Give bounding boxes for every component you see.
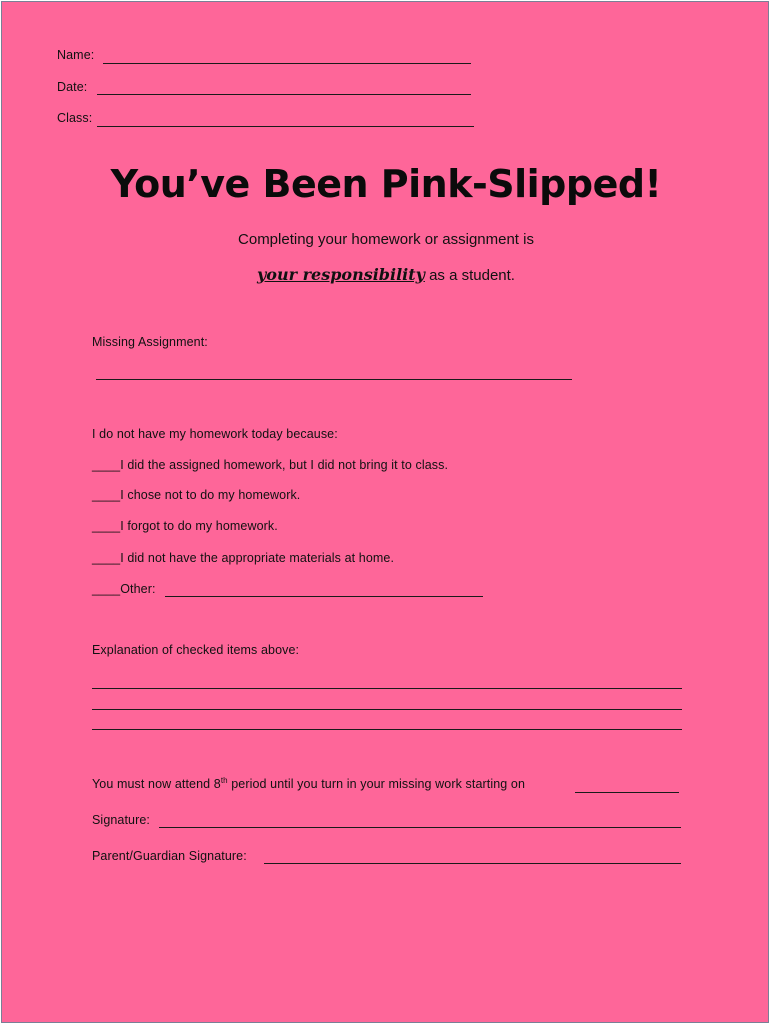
reason-checkbox-blank[interactable]: ____ [92,458,121,472]
signature-label: Signature: [92,813,150,827]
attend-ordinal-suffix: th [220,775,228,785]
page-title: You’ve Been Pink-Slipped! [110,162,662,206]
attend-text-start: You must now attend 8 [92,777,221,791]
reason-checkbox-blank[interactable]: ____ [92,582,121,596]
date-label: Date: [57,80,88,94]
subtitle-line-2 [2,265,770,284]
reason-checkbox-blank[interactable]: ____ [92,519,121,533]
reason-checkbox-blank[interactable]: ____ [92,551,121,565]
reason-text: I chose not to do my homework. [120,488,301,502]
reason-item[interactable] [92,582,156,596]
start-date-field[interactable] [575,792,679,793]
name-label: Name: [57,48,95,62]
class-field[interactable] [97,126,474,127]
signature-field[interactable] [159,827,681,828]
attend-text-end: period until you turn in your missing work starting on [227,777,525,791]
reason-text: I did not have the appropriate materials at home. [120,551,395,565]
attend-notice [92,777,525,791]
reason-item[interactable] [92,519,278,533]
explanation-label: Explanation of checked items above: [92,643,300,657]
missing-assignment-field[interactable] [96,379,572,380]
reason-text: I forgot to do my homework. [120,519,278,533]
explanation-line[interactable] [92,709,682,710]
reasons-prompt: I do not have my homework today because: [92,427,338,441]
reason-item[interactable] [92,488,300,502]
reason-text: I did the assigned homework, but I did not bring it to class. [120,458,449,472]
parent-signature-field[interactable] [264,863,681,864]
explanation-line[interactable] [92,729,682,730]
other-reason-field[interactable] [165,596,483,597]
reason-checkbox-blank[interactable]: ____ [92,488,121,502]
parent-signature-label: Parent/Guardian Signature: [92,849,247,863]
subtitle-line-1: Completing your homework or assignment is [238,231,534,248]
reason-item[interactable] [92,458,448,472]
name-field[interactable] [103,63,471,64]
reason-item[interactable] [92,551,394,565]
class-label: Class: [57,111,93,125]
explanation-line[interactable] [92,688,682,689]
reason-text: Other: [120,582,156,596]
subtitle-line-2-rest: as a student. [429,267,515,284]
date-field[interactable] [97,94,471,95]
missing-assignment-label: Missing Assignment: [92,335,208,349]
pink-slip-form [1,1,769,1023]
responsibility-emphasis: your responsibility [257,265,425,284]
